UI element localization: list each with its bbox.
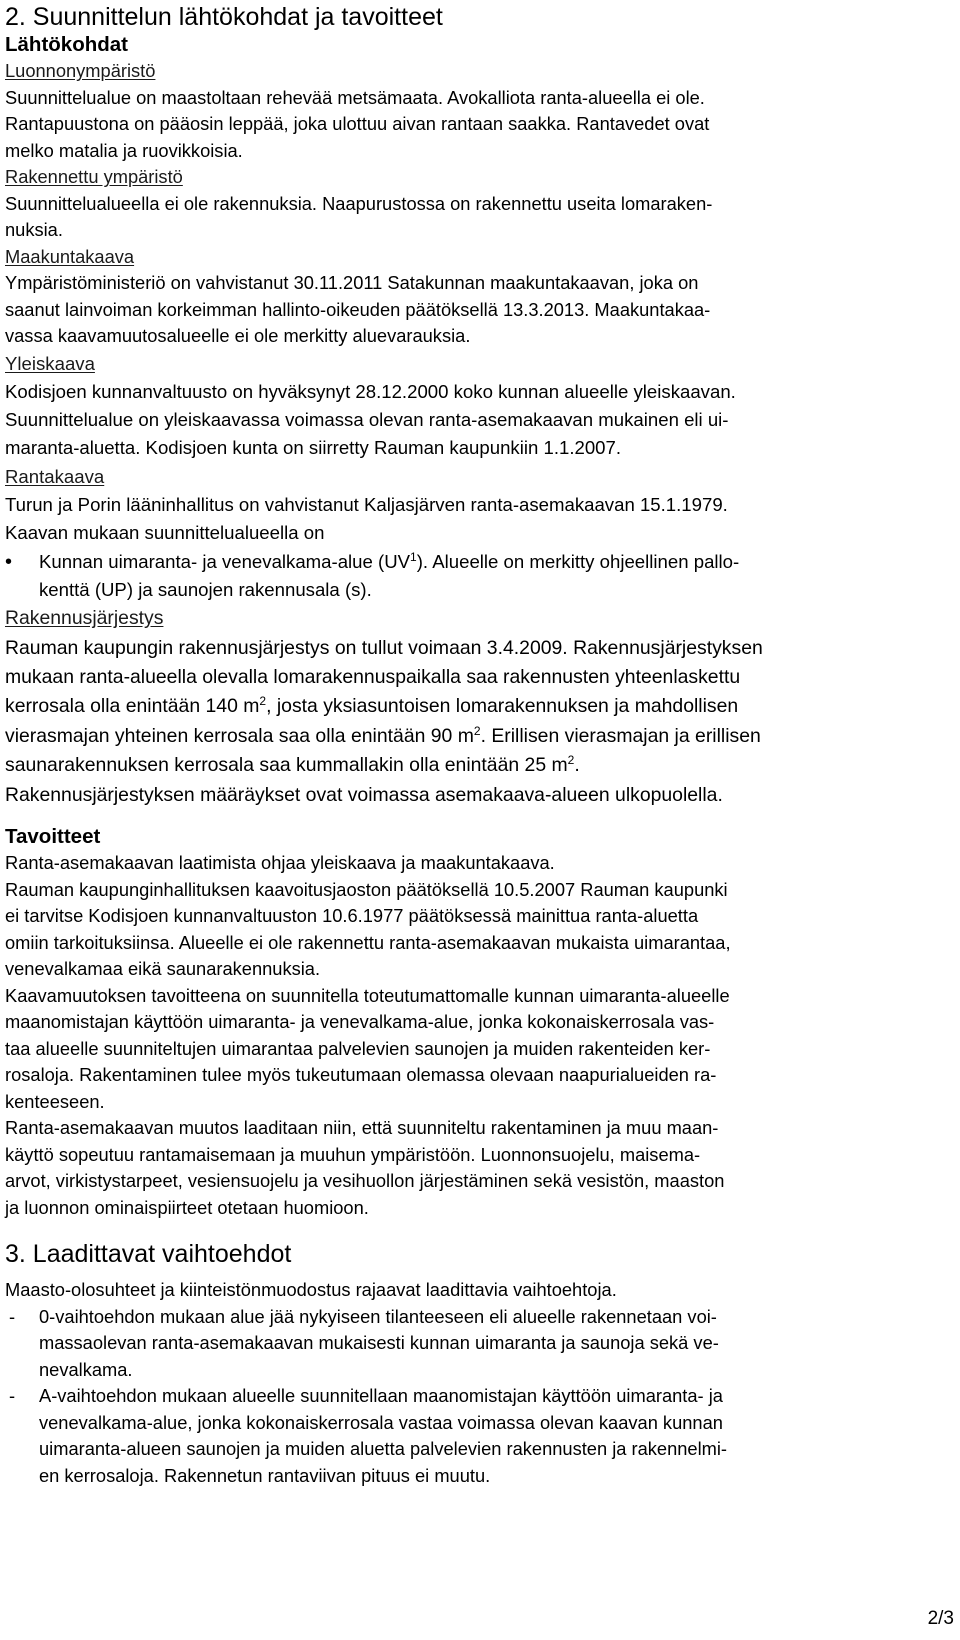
text-line: Suunnittelualue on yleiskaavassa voimassa olevan ranta-asemakaavan mukainen eli ui- [5,409,729,431]
text-line: ei tarvitse Kodisjoen kunnanvaltuuston 10.6.1977 päätöksessä mainittua ranta-aluetta [5,905,699,927]
yleiskaava-block [5,350,955,463]
text-line: maanomistajan käyttöön uimaranta- ja venevalkama-alue, jonka kokonaiskerrosala vas- [5,1011,715,1033]
text-line: Kodisjoen kunnanvaltuusto on hyväksynyt 28.12.2000 koko kunnan alueelle yleiskaavan. [5,380,736,402]
text-line: nevalkama. [39,1358,133,1380]
tavoitteet-heading: Tavoitteet [5,825,101,849]
text-line: melko matalia ja ruovikkoisia. [5,139,243,161]
text-line [5,722,955,751]
text-line: omiin tarkoituksiinsa. Alueelle ei ole rakennettu ranta-asemakaavan mukaista uimarantaa, [5,931,731,953]
text-fragment: ). Alueelle on merkitty ohjeellinen pallo- [416,550,740,572]
text-line: Ympäristöministeriö on vahvistanut 30.11.2011 Satakunnan maakuntakaavan, joka on [5,272,699,293]
text-line: kenttä (UP) ja saunojen rakennusala (s). [39,578,372,600]
text-line: Kaavamuutoksen tavoitteena on suunnitella toteutumattomalle kunnan uimaranta-alueelle [5,984,730,1006]
rakennusjarjestys-block [5,604,955,810]
maakuntakaava-block [5,244,955,350]
text-line: Ranta-asemakaavan laatimista ohjaa yleiskaava ja maakuntakaava. [5,852,555,874]
text-line: saanut lainvoiman korkeimman hallinto-oikeuden päätöksellä 13.3.2013. Maakuntakaa- [5,298,711,320]
text-fragment: Kunnan uimaranta- ja venevalkama-alue (UV [39,550,411,572]
text-line: massaolevan ranta-asemakaavan mukaisesti kunnan uimaranta ja saunoja sekä ve- [39,1332,719,1354]
text-line: ja luonnon ominaispiirteet otetaan huomioon. [5,1196,369,1218]
text-line: uimaranta-alueen saunojen ja muiden aluetta palvelevien rakennusten ja rakennelmi- [39,1438,728,1460]
tavoitteet-block [5,850,955,1221]
rantakaava-title: Rantakaava [5,465,105,487]
dash-marker: - [9,1385,16,1407]
text-line: Rantapuustona on pääosin leppää, joka ulottuu aivan rantaan saakka. Rantavedet ovat [5,113,710,134]
text-line: Ranta-asemakaavan muutos laaditaan niin, että suunniteltu rakentaminen ja muu maan- [5,1117,719,1139]
text-line: Rauman kaupungin rakennusjärjestys on tullut voimaan 3.4.2009. Rakennusjärjestyksen [5,636,763,659]
text-fragment: saunarakennuksen kerrosala saa kummallakin olla enintään 25 m [5,754,568,777]
luonnonymparisto-block [5,58,955,164]
dash-item [5,1383,955,1489]
text-line: en kerrosaloja. Rakennetun rantaviivan pituus ei muutu. [39,1464,491,1486]
text-line: rosaloja. Rakentaminen tulee myös tukeutumaan olemassa olevaan naapurialueiden ra- [5,1064,717,1086]
text-line: Suunnittelualue on maastoltaan rehevää metsämaata. Avokalliota ranta-alueella ei ole. [5,86,705,108]
text-fragment: . Erillisen vierasmajan ja erillisen [480,724,761,747]
text-line: kenteeseen. [5,1090,105,1112]
text-line: Kaavan mukaan suunnittelualueella on [5,522,325,544]
text-line: Suunnittelualueella ei ole rakennuksia. Naapurustossa on rakennettu useita lomaraken- [5,192,713,214]
document-page [5,0,955,1489]
dash-marker: - [9,1305,16,1327]
text-line [5,751,955,780]
text-fragment: , josta yksiasuntoisen lomarakennuksen ja mahdollisen [266,695,739,718]
text-line: Rauman kaupunginhallituksen kaavoitusjaoston päätöksellä 10.5.2007 Rauman kaupunki [5,878,728,900]
text-line: A-vaihtoehdon mukaan alueelle suunnitellaan maanomistajan käyttöön uimaranta- ja [39,1385,723,1407]
text-line: taa alueelle suunniteltujen uimarantaa palvelevien saunojen ja muiden rakenteiden ker- [5,1037,711,1059]
text-line: vassa kaavamuutosalueelle ei ole merkitty aluevarauksia. [5,325,471,346]
superscript: 2 [567,753,575,768]
yleiskaava-title: Yleiskaava [5,352,95,374]
text-fragment: kerrosala olla enintään 140 m [5,695,260,718]
dash-item [5,1304,955,1384]
text-line: arvot, virkistystarpeet, vesiensuojelu ja vesihuollon järjestäminen sekä vesistön, maaston [5,1170,725,1192]
section-3-body [5,1277,955,1489]
text-line: venevalkama-alue, jonka kokonaiskerrosala vastaa voimassa olevan kaavan kunnan [39,1411,723,1433]
rantakaava-block [5,463,955,604]
text-line: 0-vaihtoehdon mukaan alue jää nykyiseen tilanteeseen eli alueelle rakennetaan voi- [39,1305,717,1327]
text-line: Rakennusjärjestyksen määräykset ovat voimassa asemakaava-alueen ulkopuolella. [5,783,723,806]
text-line: käyttö sopeutuu rantamaisemaan ja muuhun ympäristöön. Luonnonsuojelu, maisema- [5,1143,701,1165]
bullet-item [5,548,955,605]
page-number: 2/3 [927,1608,954,1629]
lahtokohdat-heading: Lähtökohdat [5,33,128,56]
section-2-heading: 2. Suunnittelun lähtökohdat ja tavoitteet [5,3,443,31]
text-fragment: vierasmajan yhteinen kerrosala saa olla enintään 90 m [5,724,474,747]
luonnonymparisto-title: Luonnonympäristö [5,60,156,81]
rakennettu-block [5,164,955,244]
text-line [5,692,955,721]
text-line: Turun ja Porin lääninhallitus on vahvistanut Kaljasjärven ranta-asemakaavan 15.1.1979. [5,493,728,515]
superscript: 2 [259,694,267,709]
text-line: mukaan ranta-alueella olevalla lomarakennuspaikalla saa rakennusten yhteenlaskettu [5,665,741,688]
rakennettu-title: Rakennettu ympäristö [5,166,183,187]
text-line: nuksia. [5,219,63,240]
superscript: 2 [473,723,481,738]
section-3-heading: 3. Laadittavat vaihtoehdot [5,1240,292,1269]
text-line: venevalkamaa eikä saunarakennuksia. [5,958,321,980]
text-fragment: . [574,754,580,777]
rakennusjarjestys-title: Rakennusjärjestys [5,607,164,630]
maakuntakaava-title: Maakuntakaava [5,245,135,267]
superscript: 1 [410,549,417,564]
text-line: Maasto-olosuhteet ja kiinteistönmuodostus rajaavat laadittavia vaihtoehtoja. [5,1279,617,1301]
text-line: maranta-aluetta. Kodisjoen kunta on siirretty Rauman kaupunkiin 1.1.2007. [5,437,622,459]
